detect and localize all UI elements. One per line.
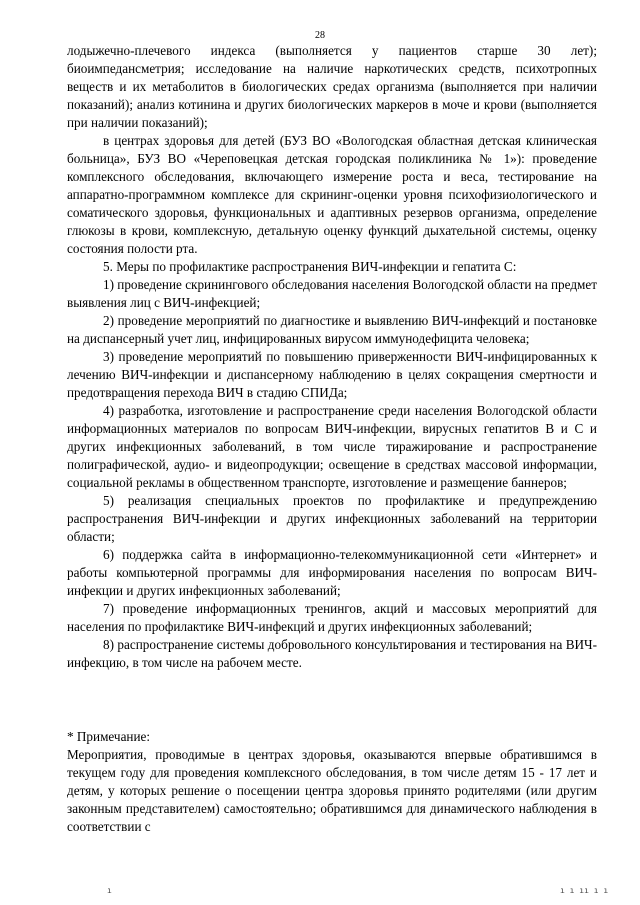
list-item-3: 3) проведение мероприятий по повышению приверженности ВИЧ-инфицированных к лечению ВИЧ-инфекции и диспансерному наблюдению в целях сокращения смертности и предотвращения перехода ВИЧ в стадию СПИДа;	[67, 349, 597, 400]
paragraph-hiv-measures-heading: 5. Меры по профилактике распространения ВИЧ-инфекции и гепатита С:	[103, 259, 517, 274]
list-item-4: 4) разработка, изготовление и распространение среди населения Вологодской области информационных материалов по вопросам ВИЧ-инфекции, вирусных гепатитов В и С и других инфекционных заболеваний, в том числе тиражирование и распространение полиграфической, аудио- и видеопродукции; освещение в средствах массовой информации, социальной рекламы в общественном транспорте, изготовление и размещение баннеров;	[67, 403, 597, 490]
scan-mark-left: ı	[107, 886, 112, 895]
footnote-text: Мероприятия, проводимые в центрах здоровья, оказываются впервые обратившимся в текущем году для проведения комплексного обследования, в том числе детям 15 - 17 лет и детям, у которых решение о посещении центра здоровья принято родителями (или другим законным представителем) самостоятельно; обратившимся для динамического наблюдения в соответствии с	[67, 747, 597, 834]
list-item-8: 8) распространение системы добровольного консультирования и тестирования на ВИЧ-инфекцию, в том числе на рабочем месте.	[67, 637, 597, 670]
list-item-6: 6) поддержка сайта в информационно-телекоммуникационной сети «Интернет» и работы компьютерной программы для информирования населения по вопросам ВИЧ-инфекции и других инфекционных заболеваний;	[67, 547, 597, 598]
list-item-2: 2) проведение мероприятий по диагностике и выявлению ВИЧ-инфекций и постановке на диспансерный учет лиц, инфицированных вирусом иммунодефицита человека;	[67, 313, 597, 346]
paragraph-children-centers: в центрах здоровья для детей (БУЗ ВО «Вологодская областная детская клиническая больница», БУЗ ВО «Череповецкая детская городская поликлиника № 1»): проведение комплексного обследования, включающего измерение роста и веса, тестирование на аппаратно-программном комплексе для скрининг-оценки уровня психофизиологического и соматического здоровья, функциональных и адаптивных резервов организма, определение глюкозы в крови, комплексную, детальную оценку функций дыхательной системы, оценку состояния полости рта.	[67, 133, 597, 256]
paragraph-continued: лодыжечно-плечевого индекса (выполняется у пациентов старше 30 лет); биоимпедансметрия; исследование на наличие наркотических средств, психотропных веществ и их метаболитов в биологических средах организма (выполняется при наличии показаний); анализ котинина и других биологических маркеров в моче и крови (выполняется при наличии показаний);	[67, 43, 597, 130]
list-item-1: 1) проведение скринингового обследования населения Вологодской области на предмет выявления лиц с ВИЧ-инфекцией;	[67, 277, 597, 310]
scan-mark-right: ı ı ıı ı ı	[560, 886, 609, 895]
list-item-7: 7) проведение информационных тренингов, акций и массовых мероприятий для населения по профилактике ВИЧ-инфекций и других инфекционных заболеваний;	[67, 601, 597, 634]
footnote	[67, 728, 597, 836]
footnote-heading: * Примечание:	[67, 729, 151, 744]
list-item-5: 5) реализация специальных проектов по профилактике и предупреждению распространения ВИЧ-инфекции и других инфекционных заболеваний на территории области;	[67, 493, 597, 544]
document-body	[67, 42, 597, 672]
page-number: 28	[315, 30, 325, 41]
